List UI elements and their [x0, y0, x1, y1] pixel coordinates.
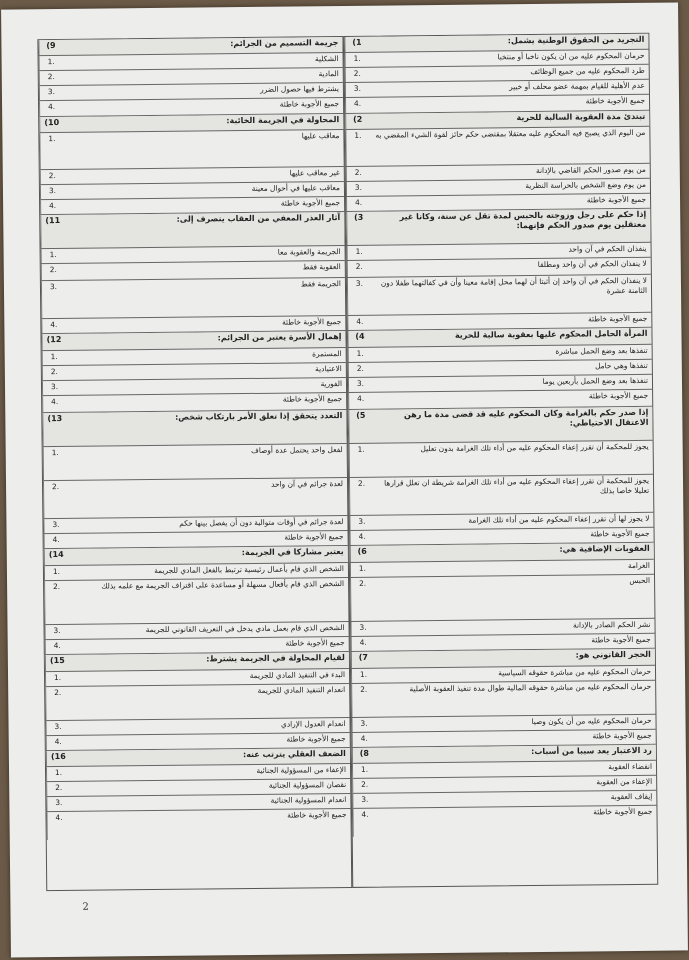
question-text: آثار العذر المعفي من العقاب ينصرف إلى: [176, 213, 341, 224]
answer-row [349, 441, 653, 478]
item-number: .4 [350, 531, 374, 545]
answer-text: العقوبة فقط [302, 262, 341, 272]
item-number: .1 [42, 351, 66, 365]
answer-text: جميع الأجوبة خاطئة [280, 198, 341, 208]
item-number: .2 [351, 684, 375, 717]
question-text: الضعف العقلي يترتب عنه: [242, 749, 346, 760]
answer-row [349, 475, 653, 516]
answer-text: جميع الأجوبة خاطئة [285, 638, 345, 648]
question-text: لقيام المحاولة في الجريمة يشترط: [206, 653, 345, 664]
item-number: .3 [352, 794, 376, 808]
answer-text: نشر الحكم الصادر بالإدانة [572, 619, 651, 630]
item-number: 14) [44, 549, 68, 565]
answer-text: الشكلية [314, 54, 339, 64]
item-number: .3 [43, 519, 67, 533]
answer-text: الغرامة [627, 560, 650, 571]
answer-text: يشترط فيها حصول الضرر [260, 84, 339, 94]
question-text: المرأة الحامل المحكوم عليها بعقوبة سالبة للحرية [454, 328, 648, 340]
item-number: .2 [347, 261, 371, 277]
question-row [348, 407, 652, 444]
item-number: .2 [352, 779, 376, 793]
question-row [346, 209, 650, 246]
answer-text: الجريمة فقط [300, 279, 341, 289]
item-number: .4 [351, 637, 375, 651]
answer-row [46, 809, 350, 840]
item-number: .1 [39, 56, 63, 70]
item-number: .2 [346, 167, 370, 181]
item-number: .4 [39, 101, 63, 116]
answer-text: حرمان المحكوم عليه من ان يكون ناخبا أو منتخبا [497, 50, 645, 62]
item-number: .1 [345, 130, 369, 166]
answer-text: البدء في التنفيذ المادي للجريمة [249, 670, 346, 681]
question-row [40, 212, 344, 249]
item-number: .3 [345, 83, 369, 97]
answer-text: حرمان المحكوم عليه من مباشرة حقوقه السياسية [498, 666, 652, 678]
item-number: .2 [40, 170, 64, 184]
item-number: 15) [45, 655, 69, 671]
item-number: .2 [44, 581, 68, 624]
answer-text: المستمرة [312, 349, 342, 359]
item-number: 4) [347, 331, 371, 347]
item-number: .1 [41, 249, 65, 263]
answer-text: الاعتيادية [315, 364, 342, 374]
item-number: .1 [349, 444, 373, 477]
item-number: .4 [347, 316, 371, 330]
question-text: الحجر القانوني هو: [575, 649, 651, 660]
answer-text: جميع الأجوبة خاطئة [586, 194, 647, 205]
question-text: التعدد يتحقق إذا تعلق الأمر بارتكاب شخص: [175, 411, 343, 422]
answer-text: تنفذها وهي حامل [595, 360, 648, 371]
answer-text: لعدة جرائم في آن واحد [271, 479, 344, 489]
answer-text: من يوم صدور الحكم القاضي بالإدانة [535, 164, 646, 175]
answer-text: الشخص الذي قام بأفعال مسهلة أو مساعدة على اقتراف الجريمة مع علمه بذلك [101, 579, 345, 591]
answer-text: نقصان المسؤولية الجنائية [268, 779, 347, 790]
answer-text: حرمان المحكوم عليه من أن يكون وصيا [531, 715, 652, 727]
item-number: .4 [42, 396, 66, 412]
item-number: .4 [352, 809, 376, 837]
answer-text: انعدام المسؤولية الجنائية [270, 794, 347, 805]
item-number: 1) [344, 37, 368, 52]
page-number: 2 [82, 901, 89, 913]
item-number: .1 [347, 246, 371, 260]
answer-text: جميع الأجوبة خاطئة [282, 394, 343, 404]
item-number: .3 [42, 381, 66, 395]
item-number: .4 [352, 733, 376, 747]
answer-row [41, 278, 345, 319]
item-number: .4 [345, 98, 369, 113]
left-column-table [37, 36, 352, 891]
item-number: .1 [45, 672, 69, 686]
item-number: .2 [350, 578, 374, 621]
answer-row [350, 575, 654, 622]
answer-row [45, 684, 349, 721]
item-number: .2 [345, 68, 369, 82]
answer-text: يجوز للمحكمة أن تقرر إعفاء المحكوم عليه من أداء تلك الغرامة شريطة ان تعلل قرارها تعليلا خاصا بذلك [384, 475, 650, 495]
item-number: .2 [45, 687, 69, 720]
answer-text: انقضاء العقوبة [608, 761, 653, 772]
item-number: .2 [348, 363, 372, 377]
answer-text: إيقاف العقوبة [610, 791, 653, 802]
item-number: .4 [44, 534, 68, 548]
item-number: .3 [41, 281, 65, 318]
question-tables [37, 33, 658, 891]
answer-text: جميع الأجوبة خاطئة [590, 528, 650, 539]
answer-row [351, 681, 655, 718]
answer-text: ينفذان الحكم في آن واحد [568, 243, 647, 254]
item-number: 13) [42, 413, 66, 446]
item-number: .3 [351, 718, 375, 732]
item-number: 3) [346, 212, 370, 245]
question-text: يعتبر مشاركا في الجريمة: [241, 547, 344, 558]
answer-text: جميع الأجوبة خاطئة [587, 313, 648, 324]
answer-text: الجريمة والعقوبة معا [277, 247, 341, 257]
answer-text: لا يجوز لها أن تقرر إعفاء المحكوم عليه من أداء تلك الغرامة [468, 513, 650, 525]
item-number: .4 [46, 736, 70, 750]
item-number: .3 [349, 516, 373, 530]
answer-text: لا ينفذان الحكم في آن واحد إن أثبتا أن لهما محل إقامة معينا وأن في كفالتهما طفلا دون الثامنة عشرة [380, 275, 648, 295]
answer-text: الإعفاء من العقوبة [596, 776, 653, 787]
answer-text: جميع الأجوبة خاطئة [282, 317, 342, 327]
question-text: إهمال الأسرة يعتبر من الجرائم: [217, 332, 342, 343]
answer-text: غير معاقب عليها [289, 168, 340, 178]
answer-text: تنفذها بعد وضع الحمل بأربعين يوما [542, 375, 649, 386]
item-number: .2 [41, 264, 65, 280]
item-number: .1 [44, 566, 68, 580]
answer-text: الإعفاء من المسؤولية الجنائية [256, 765, 347, 775]
item-number: .3 [346, 182, 370, 196]
item-number: .1 [43, 447, 67, 480]
item-number: .3 [46, 797, 70, 811]
answer-text: يجوز للمحكمة أن تقرر إعفاء المحكوم عليه من أداء تلك الغرامة بدون تعليل [420, 441, 649, 454]
answer-text: جميع الأجوبة خاطئة [585, 95, 646, 106]
item-number: 11) [40, 215, 64, 248]
item-number: 9) [38, 40, 62, 55]
answer-text: جميع الأجوبة خاطئة [287, 809, 347, 820]
item-number: .1 [46, 767, 70, 781]
item-number: .3 [350, 622, 374, 636]
item-number: 5) [348, 410, 372, 443]
answer-text: جميع الأجوبة خاطئة [279, 99, 340, 109]
item-number: .3 [39, 86, 63, 100]
answer-row [44, 578, 348, 625]
answer-text: جميع الأجوبة خاطئة [588, 390, 649, 401]
answer-text: عدم الأهلية للقيام بمهمة عضو محلف أو خبير [509, 80, 645, 92]
item-number: .1 [348, 348, 372, 362]
answer-row [39, 130, 343, 170]
question-text: التجريد من الحقوق الوطنية يشمل: [507, 34, 645, 46]
answer-row [43, 444, 347, 481]
right-column-table [343, 33, 658, 888]
item-number: .3 [46, 721, 70, 735]
answer-row [352, 806, 656, 837]
item-number: .1 [352, 764, 376, 778]
answer-text: معاقب عليها [301, 131, 340, 141]
question-text: جريمة التسميم من الجرائم: [230, 38, 339, 49]
item-number: .2 [349, 478, 373, 515]
answer-text: تنفذها بعد وضع الحمل مباشرة [555, 345, 648, 356]
question-text: إذا صدر حكم بالغرامة وكان المحكوم عليه قد قضى مدة ما رهن الاعتقال الاحتياطي: [403, 407, 649, 428]
answer-text: من اليوم الذي يصبح فيه المحكوم عليه معتقلا بمقتضى حكم حائز لقوة الشيء المقضي به [375, 127, 646, 140]
answer-text: المادية [318, 69, 339, 79]
answer-text: جميع الأجوبة خاطئة [284, 532, 344, 542]
answer-text: انعدام التنفيذ المادي للجريمة [257, 685, 346, 695]
answer-row [345, 127, 649, 167]
answer-row [43, 478, 347, 519]
item-number: 6) [350, 546, 374, 562]
exam-sheet [1, 2, 688, 957]
item-number: .4 [46, 812, 70, 840]
answer-text: معاقب عليها في أحوال معينة [251, 183, 340, 193]
item-number: 8) [352, 748, 376, 763]
item-number: .3 [348, 378, 372, 392]
answer-text: الشخص الذي قام بعمل مادي يدخل في التعريف القانوني للجريمة [145, 623, 345, 635]
answer-text: لا ينفذان الحكم في آن واحد ومطلقا [537, 258, 647, 269]
item-number: .4 [45, 640, 69, 654]
answer-row [347, 275, 651, 316]
item-number: 16) [46, 751, 70, 766]
answer-text: حرمان المحكوم عليه من مباشرة حقوقه المالية طوال مدة تنفيذ العقوبة الأصلية [409, 681, 652, 694]
question-text: رد الاعتبار يعد سببا من أسباب: [531, 745, 652, 757]
question-text: إذا حكم على رجل وزوجته بالحبس لمدة تقل عن سنة، وكانا غير معتقلين يوم صدور الحكم فإنهما: [399, 209, 647, 230]
item-number: 12) [41, 334, 65, 350]
item-number: .2 [43, 481, 67, 518]
answer-text: جميع الأجوبة خاطئة [591, 634, 651, 645]
item-number: .3 [40, 185, 64, 199]
answer-text: طرد المحكوم عليه من جميع الوظائف [530, 65, 645, 77]
item-number: .4 [41, 319, 65, 333]
item-number: .1 [345, 53, 369, 67]
item-number: .3 [347, 278, 371, 315]
answer-text: من يوم وضع الشخص بالحراسة النظرية [525, 179, 646, 191]
answer-text: الفورية [320, 379, 343, 389]
item-number: .1 [351, 669, 375, 683]
answer-text: لعدة جرائم في أوقات متوالية دون أن يفصل بينها حكم [179, 517, 344, 528]
answer-text: لفعل واحد يحتمل عدة أوصاف [251, 445, 343, 455]
item-number: .2 [39, 71, 63, 85]
question-text: المحاولة في الجريمة الخائبة: [226, 115, 340, 126]
answer-text: جميع الأجوبة خاطئة [593, 806, 653, 817]
answer-text: انعدام العدول الإرادي [280, 719, 346, 729]
item-number: 10) [39, 117, 63, 132]
item-number: .1 [39, 133, 63, 169]
question-text: تبتدئ مدة العقوبة السالبة للحرية [516, 111, 646, 123]
item-number: .2 [46, 782, 70, 796]
answer-text: الحبس [629, 575, 651, 586]
item-number: 7) [351, 652, 375, 668]
item-number: .1 [350, 563, 374, 577]
item-number: .4 [40, 200, 64, 214]
question-text: العقوبات الإضافية هي: [559, 543, 650, 554]
item-number: .2 [42, 366, 66, 380]
answer-text: جميع الأجوبة خاطئة [592, 730, 652, 741]
item-number: .3 [45, 625, 69, 639]
answer-text: جميع الأجوبة خاطئة [286, 734, 346, 744]
item-number: .4 [346, 197, 370, 211]
question-row [42, 410, 346, 447]
answer-text: الشخص الذي قام بأعمال رئيسية ترتبط بالفعل المادي للجريمة [154, 564, 344, 575]
item-number: 2) [345, 114, 369, 129]
item-number: .4 [348, 393, 372, 409]
